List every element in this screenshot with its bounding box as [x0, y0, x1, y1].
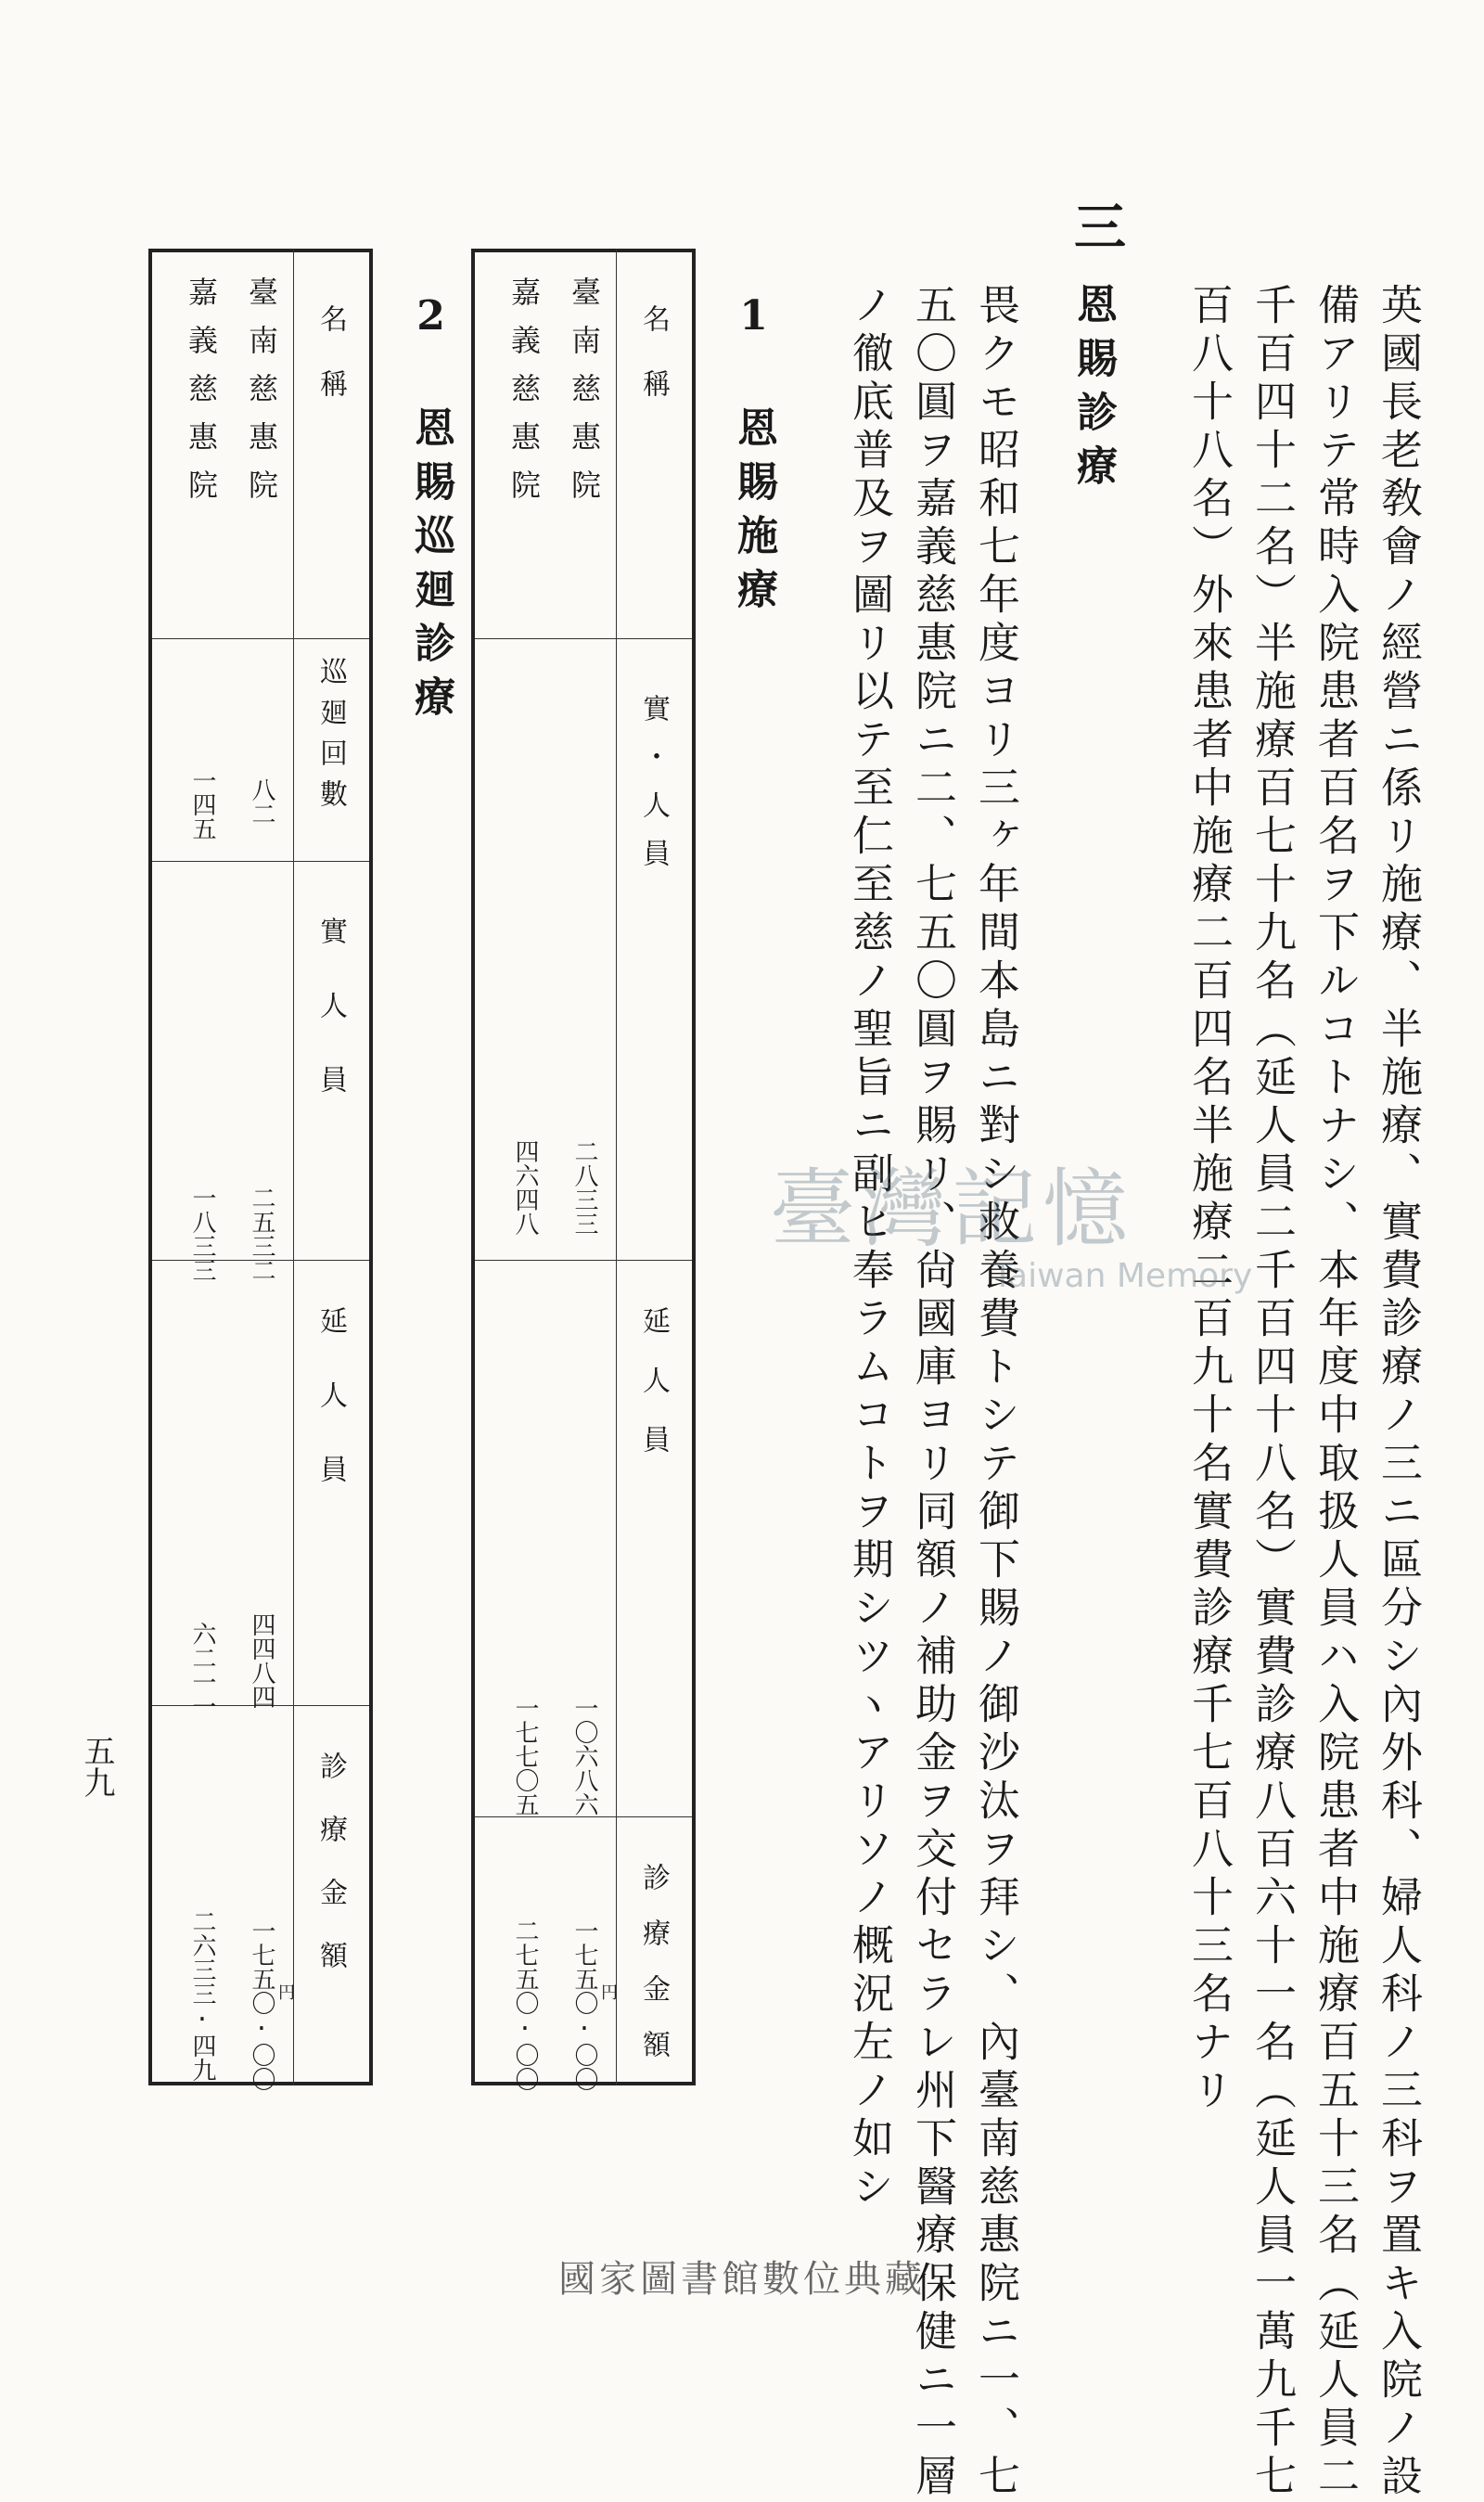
header-visits: 巡廻回數 [314, 657, 347, 820]
watermark-subtitle: Taiwan Memory [992, 1257, 1253, 1295]
row-extended: 一〇六八六 [570, 1696, 598, 1816]
paragraph-line: 五〇圓ヲ嘉義慈惠院ニ二、七五〇圓ヲ賜リ、尙國庫ヨリ同額ノ補助金ヲ交付セラレ州下醫療保健ニ一層 [908, 283, 957, 2502]
header-amount: 診療金額 [314, 1751, 347, 2004]
row-visits: 一四五 [188, 768, 216, 840]
header-real: 實人員 [314, 917, 347, 1139]
section-number: 三 [1066, 199, 1127, 251]
subsection-1-title: 1 恩賜施療 [730, 292, 777, 622]
paragraph-line: 畏クモ昭和七年度ヨリ三ヶ年間本島ニ對シ救養費トシテ御下賜ノ御沙汰ヲ拜シ、內臺南慈惠院ニ一、七 [971, 283, 1020, 2502]
section-title: 恩賜診療 [1069, 283, 1117, 498]
row-visits: 八二 [248, 777, 275, 826]
row-real: 二八三三 [570, 1139, 598, 1236]
watermark-logo: 臺灣記憶 [770, 1160, 1134, 1259]
row-name: 嘉義慈惠院 [506, 276, 542, 518]
unit-yen: 円 [275, 1983, 295, 2000]
row-real: 四六四八 [511, 1139, 539, 1236]
header-extended: 延人員 [637, 1306, 670, 1484]
row-amount: 一七五〇·〇〇 [248, 1918, 275, 2091]
paragraph-line: 英國長老敎會ノ經營ニ係リ施療、半施療、實費診療ノ三ニ區分シ內外科、婦人科ノ三科ヲ置キ入院ノ設 [1374, 283, 1423, 2502]
paragraph-line: 百八十八名）外來患者中施療二百四名半施療二百九十名實費診療千七百八十三名ナリ [1184, 283, 1234, 2116]
paragraph-line: ノ徹底普及ヲ圖リ以テ至仁至慈ノ聖旨ニ副ヒ奉ラムコトヲ期シツヽアリソノ概況左ノ如シ [845, 283, 894, 2213]
header-name: 名稱 [314, 304, 347, 434]
row-name: 臺南慈惠院 [567, 276, 602, 518]
row-extended: 六二一一 [188, 1622, 216, 1718]
subsection-2-title: 2 恩賜巡廻診療 [407, 292, 454, 729]
header-extended: 延人員 [314, 1306, 347, 1529]
row-name: 嘉義慈惠院 [184, 276, 219, 518]
row-amount: 一七五〇·〇〇 [570, 1918, 598, 2091]
header-real: 實・人員 [637, 694, 670, 887]
header-amount: 診療金額 [637, 1863, 670, 2085]
row-extended: 一七七〇五 [511, 1696, 539, 1816]
footer-credit: 國家圖書館數位典藏 [558, 2258, 926, 2301]
row-real: 二五三二 [248, 1186, 275, 1282]
row-extended: 四四八四 [248, 1612, 275, 1709]
row-amount: 二六三三·四九 [188, 1909, 216, 2082]
table-1 [471, 249, 696, 2091]
paragraph-line: 千百四十二名）半施療百七十九名（延人員二千百四十八名）實費診療八百六十一名（延人員一萬九千七 [1247, 283, 1297, 2502]
row-name: 臺南慈惠院 [244, 276, 279, 518]
unit-yen: 円 [598, 1983, 618, 2000]
row-real: 一八三三 [188, 1186, 216, 1282]
row-amount: 二七五〇·〇〇 [511, 1918, 539, 2091]
page-number: 五九 [78, 1735, 115, 1798]
header-name: 名稱 [637, 304, 670, 434]
table-2 [148, 249, 373, 2091]
paragraph-line: 備アリテ常時入院患者百名ヲ下ルコトナシ、本年度中取扱人員ハ入院患者中施療百五十三名（延人員二 [1311, 283, 1360, 2502]
